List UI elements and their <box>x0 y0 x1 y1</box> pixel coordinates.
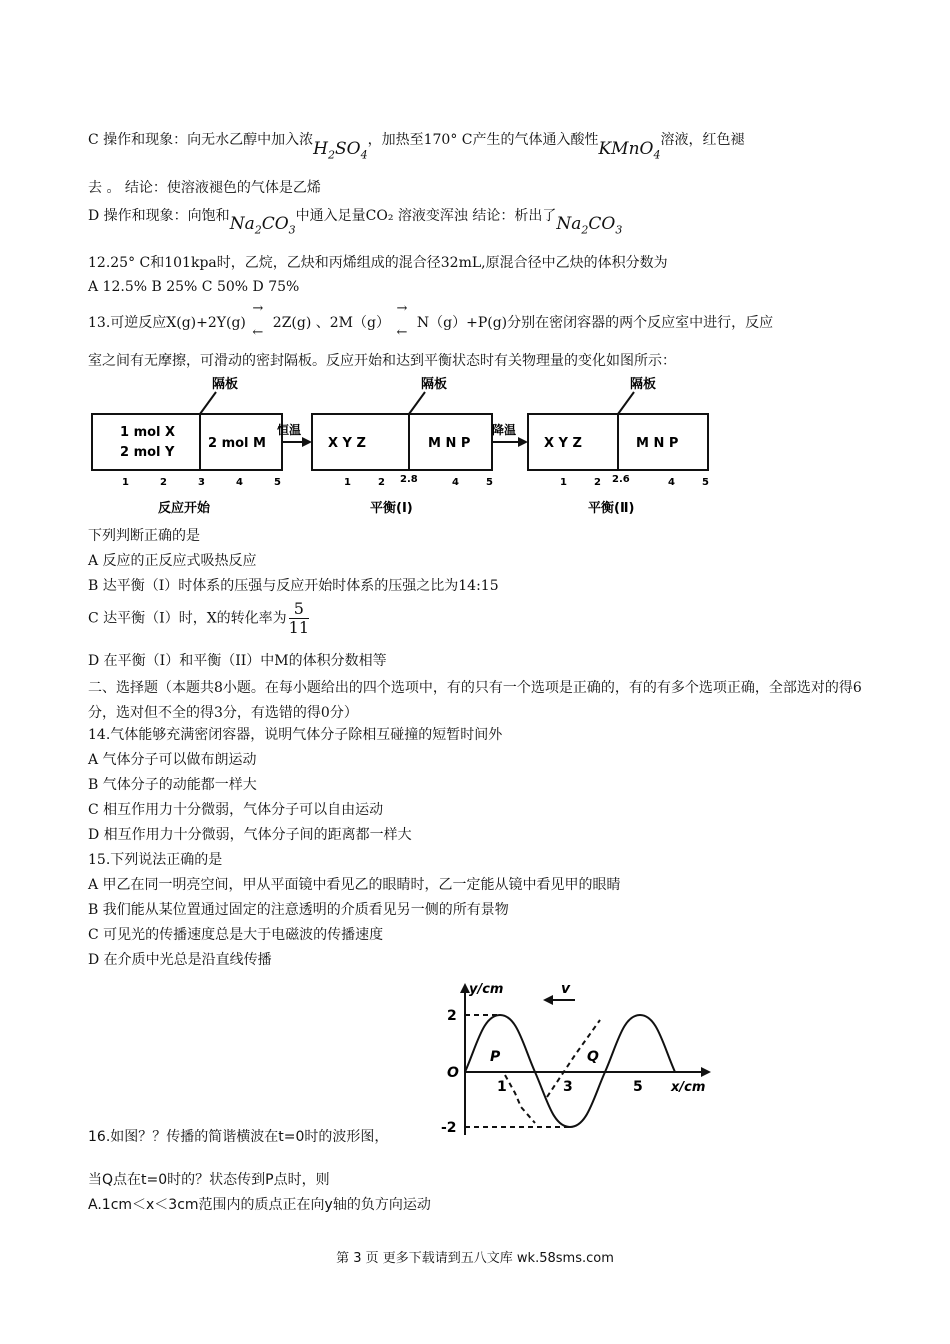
q13-option-b: B 达平衡（I）时体系的压强与反应开始时体系的压强之比为14:15 <box>88 578 499 594</box>
reversible-arrow-icon: → ← <box>252 301 264 340</box>
q13-option-d: D 在平衡（I）和平衡（II）中M的体积分数相等 <box>88 653 387 669</box>
eq1-xyz: X Y Z <box>328 436 366 451</box>
caption-start: 反应开始 <box>158 501 211 516</box>
v-label: v <box>561 981 571 997</box>
q12-stem: 12.25° C和101kpa时，乙烷，乙炔和丙烯组成的混合径32mL,原混合径中乙炔的体积分数为 <box>88 255 668 271</box>
q13-judge: 下列判断正确的是 <box>88 528 200 544</box>
arrow-label-1: 恒温 <box>277 423 302 437</box>
caption-eq1: 平衡(Ⅰ) <box>370 501 413 516</box>
q16-stem: 16.如图？？传播的简谐横波在t=0时的波形图， <box>88 1129 389 1145</box>
q13-option-c: C 达平衡（I）时，X的转化率为 $\frac{5}{11}$ <box>88 599 310 637</box>
p-label: P <box>490 1049 501 1065</box>
svg-text:4: 4 <box>452 477 459 488</box>
x3-label: 3 <box>563 1079 573 1095</box>
svg-text:1: 1 <box>122 477 129 488</box>
x-axis-arrow-icon <box>701 1067 711 1077</box>
q11-option-c-cont: 去 。 结论：使溶液褪色的气体是乙烯 <box>88 180 321 196</box>
fraction-5-11: $\frac{5}{11}$ <box>288 599 310 637</box>
svg-text:2: 2 <box>378 477 385 488</box>
box1-y: 2 mol Y <box>120 445 175 460</box>
svg-text:5: 5 <box>486 477 493 488</box>
formula-kmno4: KMnO$_4$ <box>598 139 661 162</box>
q14-option-d: D 相互作用力十分微弱，气体分子间的距离都一样大 <box>88 827 412 843</box>
q16-option-a: A.1cm＜x＜3cm范围内的质点正在向y轴的负方向运动 <box>88 1197 431 1213</box>
svg-text:5: 5 <box>274 477 281 488</box>
q15-option-a: A 甲乙在同一明亮空间，甲从平面镜中看见乙的眼睛时，乙一定能从镜中看见甲的眼睛 <box>88 877 621 893</box>
velocity-arrow-icon <box>543 995 553 1005</box>
reversible-arrow-icon: → ← <box>396 301 408 340</box>
arrow-right-icon <box>302 437 312 447</box>
svg-text:2.6: 2.6 <box>612 474 630 485</box>
box1-x: 1 mol X <box>120 425 176 440</box>
yneg2-label: -2 <box>441 1120 457 1136</box>
q13-stem-cont: 室之间有无摩擦，可滑动的密封隔板。反应开始和达到平衡状态时有关物理量的变化如图所示： <box>88 353 676 369</box>
eq1-mnp: M N P <box>428 436 471 451</box>
x5-label: 5 <box>633 1079 643 1095</box>
q13-stem: 13.可逆反应X(g)+2Y(g) → ← 2Z(g) 、2M（g） → ← N（g）+P(g)分别在密闭容器的两个反应室中进行，反应 <box>88 301 774 340</box>
caption-eq2: 平衡(Ⅱ) <box>588 501 635 516</box>
svg-text:4: 4 <box>236 477 243 488</box>
page-footer: 第 3 页 更多下载请到五八文库 wk.58sms.com <box>336 1251 614 1266</box>
formula-na2co3-2: $Na_2CO_3$ <box>556 214 623 237</box>
wave-graph <box>435 975 720 1145</box>
partition-label-3: 隔板 <box>630 377 657 392</box>
q13-option-a: A 反应的正反应式吸热反应 <box>88 553 257 569</box>
q12-options: A 12.5% B 25% C 50% D 75% <box>88 279 300 295</box>
q14-option-c: C 相互作用力十分微弱，气体分子可以自由运动 <box>88 802 384 818</box>
svg-text:2: 2 <box>594 477 601 488</box>
y2-label: 2 <box>447 1008 457 1024</box>
q11-option-c: C 操作和现象：向无水乙醇中加入浓$H_2SO_4$，加热至170° C产生的气体通入酸性KMnO$_4$溶液，红色褪 <box>88 132 745 162</box>
x-label: x/cm <box>671 1080 706 1095</box>
partition-label-2: 隔板 <box>421 377 448 392</box>
q11-option-d: D 操作和现象：向饱和$Na_2CO_3$中通入足量CO₂ 溶液变浑浊 结论：析出了$Na_2CO_3$ <box>88 208 623 237</box>
y-label: y/cm <box>469 982 504 997</box>
q14-stem: 14.气体能够充满密闭容器，说明气体分子除相互碰撞的短暂时间外 <box>88 727 503 743</box>
q15-option-d: D 在介质中光总是沿直线传播 <box>88 952 272 968</box>
q15-option-c: C 可见光的传播速度总是大于电磁波的传播速度 <box>88 927 384 943</box>
partition-label-1: 隔板 <box>212 377 239 392</box>
svg-text:3: 3 <box>198 477 205 488</box>
q14-option-b: B 气体分子的动能都一样大 <box>88 777 257 793</box>
q15-option-b: B 我们能从某位置通过固定的注意透明的介质看见另一侧的所有景物 <box>88 902 509 918</box>
svg-text:2: 2 <box>160 477 167 488</box>
q13-figure <box>88 372 728 522</box>
x1-label: 1 <box>497 1079 507 1095</box>
eq2-xyz: X Y Z <box>544 436 582 451</box>
arrow-label-2: 降温 <box>492 423 517 437</box>
arrow-right-icon <box>518 437 528 447</box>
q16-line2: 当Q点在t=0时的？状态传到P点时，则 <box>88 1172 330 1188</box>
formula-h2so4: $H_2SO_4$ <box>313 139 368 162</box>
svg-text:2.8: 2.8 <box>400 474 418 485</box>
box1-m: 2 mol M <box>208 436 266 451</box>
formula-na2co3: $Na_2CO_3$ <box>229 214 296 237</box>
q-label: Q <box>587 1049 599 1065</box>
svg-text:1: 1 <box>344 477 351 488</box>
svg-text:5: 5 <box>702 477 709 488</box>
q14-option-a: A 气体分子可以做布朗运动 <box>88 752 257 768</box>
svg-text:4: 4 <box>668 477 675 488</box>
eq2-mnp: M N P <box>636 436 679 451</box>
section2-title: 二、选择题（本题共8小题。在每小题给出的四个选项中，有的只有一个选项是正确的，有的有多个选项正确，全部选对的得6分，选对但不全的得3分，有选错的得0分） <box>88 680 862 721</box>
q15-stem: 15.下列说法正确的是 <box>88 852 223 868</box>
svg-text:1: 1 <box>560 477 567 488</box>
origin-label: O <box>447 1065 459 1081</box>
